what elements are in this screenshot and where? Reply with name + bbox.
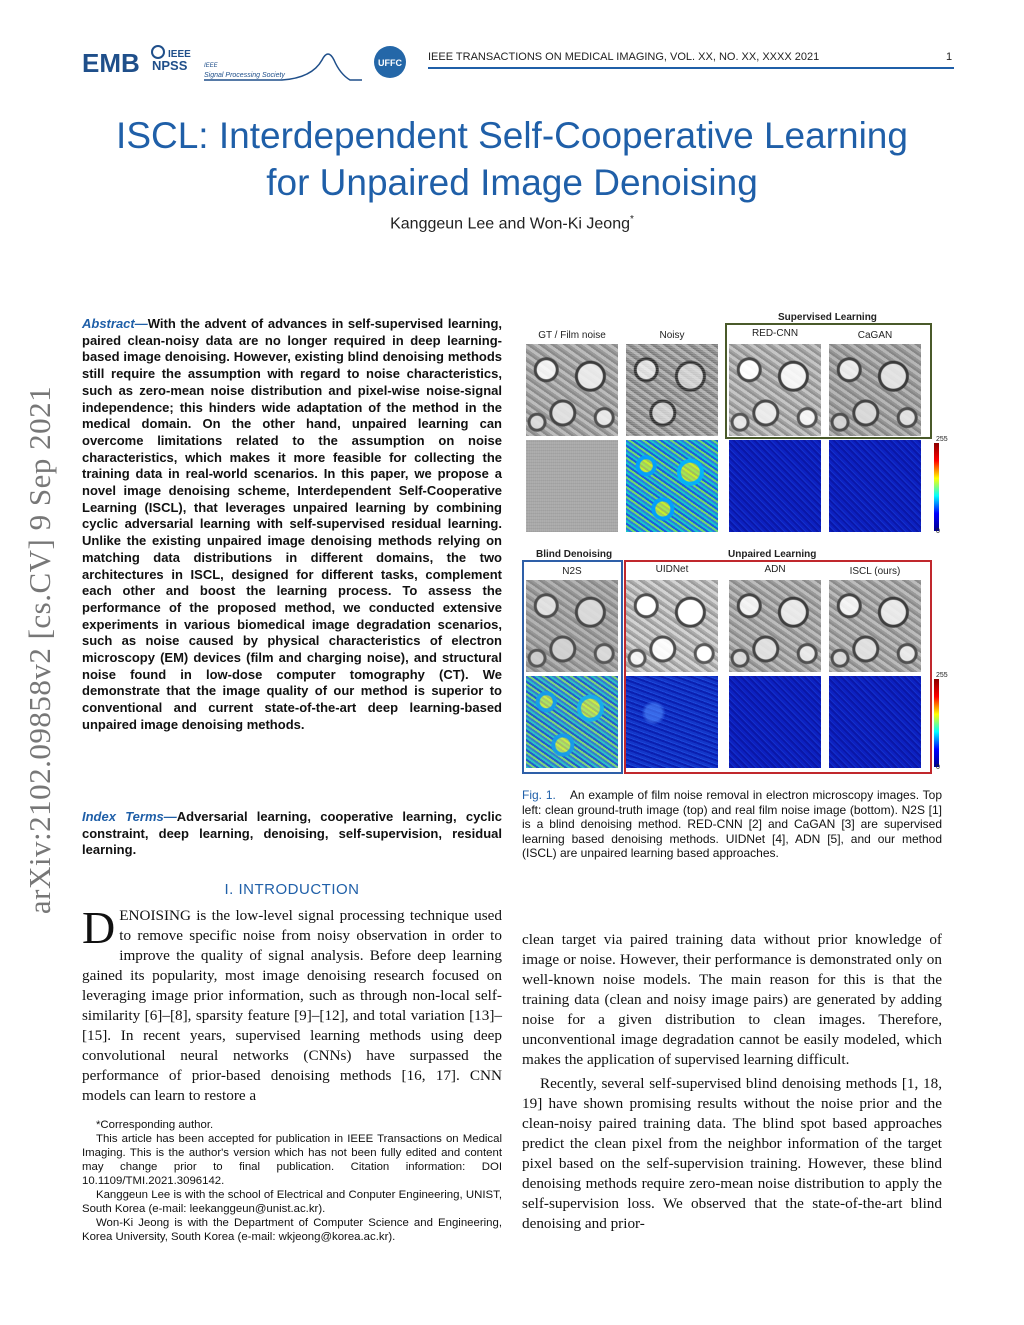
footnote-publication: This article has been accepted for publication in IEEE Transactions on Medical Imaging. This is the author's version which has not been fully edited and content may change prior to final publication. Citation information: DOI 10.1109/TMI.2021.3096142. bbox=[82, 1133, 502, 1187]
arxiv-stamp: arXiv:2102.09858v2 [cs.CV] 9 Sep 2021 bbox=[22, 385, 57, 915]
uffc-logo bbox=[374, 46, 406, 78]
image-gt-clean bbox=[526, 344, 618, 436]
image-cagan bbox=[829, 344, 921, 436]
footnotes bbox=[82, 1118, 502, 1244]
col-label-n2s: N2S bbox=[562, 566, 582, 577]
footnote-author-2: Won-Ki Jeong is with the Department of Computer Science and Engineering, Korea University, South Korea (e-mail: wkjeong@korea.ac.kr). bbox=[82, 1217, 502, 1243]
title-line-1: ISCL: Interdependent Self-Cooperative Learning bbox=[116, 115, 908, 156]
index-terms-label: Index Terms— bbox=[82, 809, 177, 824]
group-label-blind: Blind Denoising bbox=[536, 549, 613, 560]
abstract-text: With the advent of advances in self-supervised learning, paired clean-noisy data are no longer required in deep learning-based image denoising. However, existing blind denoising methods still require the assumption with regard to noise characteristics, such as zero-mean noise distribution and pixel-wise noise-signal independence; this hinders wide adaptation of the method in the medical domain. On the other hand, unpaired learning can overcome limitations related to the assumption on noise characteristics, which makes it more feasible for collecting the training data in real-world scenarios. In this paper, we propose a novel image denoising scheme, Interdependent Self-Cooperative Learning (ISCL), that leverages unpaired learning by combining cyclic adversarial learning with self-supervised residual learning. Unlike the existing unpaired image denoising methods relying on matching data distributions in different domains, the two architectures in ISCL, designed for different tasks, complement each other and boost the learning process. To assess the performance of the proposed method, we conducted extensive experiments in various biomedical image degradation scenarios, such as noise caused by physical characteristics of electron microscopy (EM) devices (film and charging noise), and structural noise found in low-dose computer tomography (CT). We demonstrate that the image quality of our method is superior to conventional and current state-of-the-art deep learning-based unpaired image denoising methods. bbox=[82, 316, 502, 732]
image-film-noise bbox=[526, 440, 618, 532]
figure-caption bbox=[522, 788, 942, 861]
image-redcnn bbox=[729, 344, 821, 436]
footnote-author-1: Kanggeun Lee is with the school of Electrical and Conputer Engineering, UNIST, South Korea (e-mail: leekanggeun@unist.ac.kr). bbox=[82, 1189, 502, 1215]
abstract-label: Abstract— bbox=[82, 316, 148, 331]
header-rule bbox=[428, 67, 954, 69]
svg-text:IEEE: IEEE bbox=[168, 49, 191, 60]
error-map-uidnet bbox=[626, 676, 718, 768]
colorbar-top-max: 255 bbox=[936, 436, 948, 443]
index-terms-text: Adversarial learning, cooperative learning, cyclic constraint, deep learning, denoising, self-supervision, residual learning. bbox=[82, 809, 502, 858]
col-label-uidnet: UIDNet bbox=[655, 564, 689, 575]
colorbar-top-min: 0 bbox=[936, 528, 940, 535]
col-label-iscl: ISCL (ours) bbox=[849, 566, 901, 577]
figure-1 bbox=[520, 310, 960, 780]
intro-paragraph-col1 bbox=[82, 902, 502, 1106]
col-label-gt: GT / Film noise bbox=[538, 330, 606, 341]
svg-text:Signal Processing Society: Signal Processing Society bbox=[204, 72, 285, 79]
npss-logo bbox=[152, 46, 191, 73]
image-adn bbox=[729, 580, 821, 672]
footnote-corresponding: *Corresponding author. bbox=[96, 1119, 214, 1131]
page-number: 1 bbox=[946, 51, 953, 63]
abstract bbox=[82, 316, 502, 734]
figure-caption-text: An example of film noise removal in electron microscopy images. Top left: clean ground-truth image (top) and real film noise image (bottom). N2S [1] is a blind denoising method. RED-CNN [2] and CaGAN [3] are supervised learning based denoising methods. UIDNet [4], ADN [5], and our method (ISCL) are unpaired learning based approaches. bbox=[522, 788, 942, 861]
image-n2s bbox=[526, 580, 618, 672]
intro-paragraph-col2-2: Recently, several self-supervised blind denoising methods [1, 18, 19] have shown promising results without the noise prior and the clean-noisy paired training data. The blind spot based approaches predict the clean pixel from the neighbor information of the target pixel based on the self-supervision training. However, these blind denoising methods require zero-mean noise distribution to apply the self-supervision loss. We observed that the state-of-the-art blind denoising and prior- bbox=[522, 1075, 942, 1232]
colorbar-bottom bbox=[934, 679, 939, 767]
col-label-redcnn: RED-CNN bbox=[751, 328, 799, 339]
error-map-redcnn bbox=[729, 440, 821, 532]
publisher-logos bbox=[82, 40, 412, 88]
colorbar-bottom-max: 255 bbox=[936, 672, 948, 679]
group-label-supervised: Supervised Learning bbox=[778, 312, 877, 323]
image-iscl bbox=[829, 580, 921, 672]
image-noisy bbox=[626, 344, 718, 436]
svg-text:NPSS: NPSS bbox=[152, 58, 188, 73]
signal-processing-society-logo bbox=[204, 54, 362, 80]
intro-text-col2 bbox=[522, 930, 942, 1234]
figure-caption-label: Fig. 1. bbox=[522, 788, 556, 802]
paper-title bbox=[0, 112, 1024, 206]
index-terms bbox=[82, 809, 502, 859]
colorbar-top bbox=[934, 443, 939, 531]
drop-cap: D bbox=[82, 902, 116, 953]
title-line-2: for Unpaired Image Denoising bbox=[266, 162, 758, 203]
intro-text-col1: ENOISING is the low-level signal processing technique used to remove specific noise from noisy observation in order to improve the quality of signal analysis. Before deep learning gained its popularity, most image denoising research focused on leveraging image prior information, such as through non-local self-similarity [6]–[8], sparsity feature [9]–[12], and total variation [13]–[15]. In recent years, supervised learning methods using deep convolutional neural networks (CNNs) have surpassed the performance of prior-based denoising methods [16, 17]. CNN models can learn to restore a bbox=[82, 907, 502, 1104]
colorbar-bottom-min: 0 bbox=[936, 764, 940, 771]
group-label-unpaired: Unpaired Learning bbox=[728, 549, 817, 560]
authors: Kanggeun Lee and Won-Ki Jeong* bbox=[390, 214, 634, 233]
section-heading-introduction: I. INTRODUCTION bbox=[224, 881, 360, 898]
error-map-adn bbox=[729, 676, 821, 768]
svg-text:IEEE: IEEE bbox=[204, 63, 218, 69]
error-map-noisy bbox=[626, 440, 718, 532]
error-map-n2s bbox=[526, 676, 618, 768]
col-label-cagan: CaGAN bbox=[857, 330, 893, 341]
image-uidnet bbox=[626, 580, 718, 672]
col-label-noisy: Noisy bbox=[659, 330, 685, 341]
error-map-cagan bbox=[829, 440, 921, 532]
emb-logo: EMB bbox=[82, 48, 140, 78]
error-map-iscl bbox=[829, 676, 921, 768]
intro-paragraph-col2-1: clean target via paired training data without prior knowledge of image or noise. However, their performance is demonstrated only on well-known noise models. The main reason for this is that the training data (clean and noisy image pairs) are generated by adding noise for a given distribution to clean images. Therefore, unconventional image degradation cannot be easily modeled, which makes the application of supervised learning difficult. bbox=[522, 931, 942, 1068]
col-label-adn: ADN bbox=[764, 564, 786, 575]
running-head: IEEE TRANSACTIONS ON MEDICAL IMAGING, VOL. XX, NO. XX, XXXX 2021 bbox=[428, 51, 820, 63]
svg-text:UFFC: UFFC bbox=[378, 58, 402, 68]
